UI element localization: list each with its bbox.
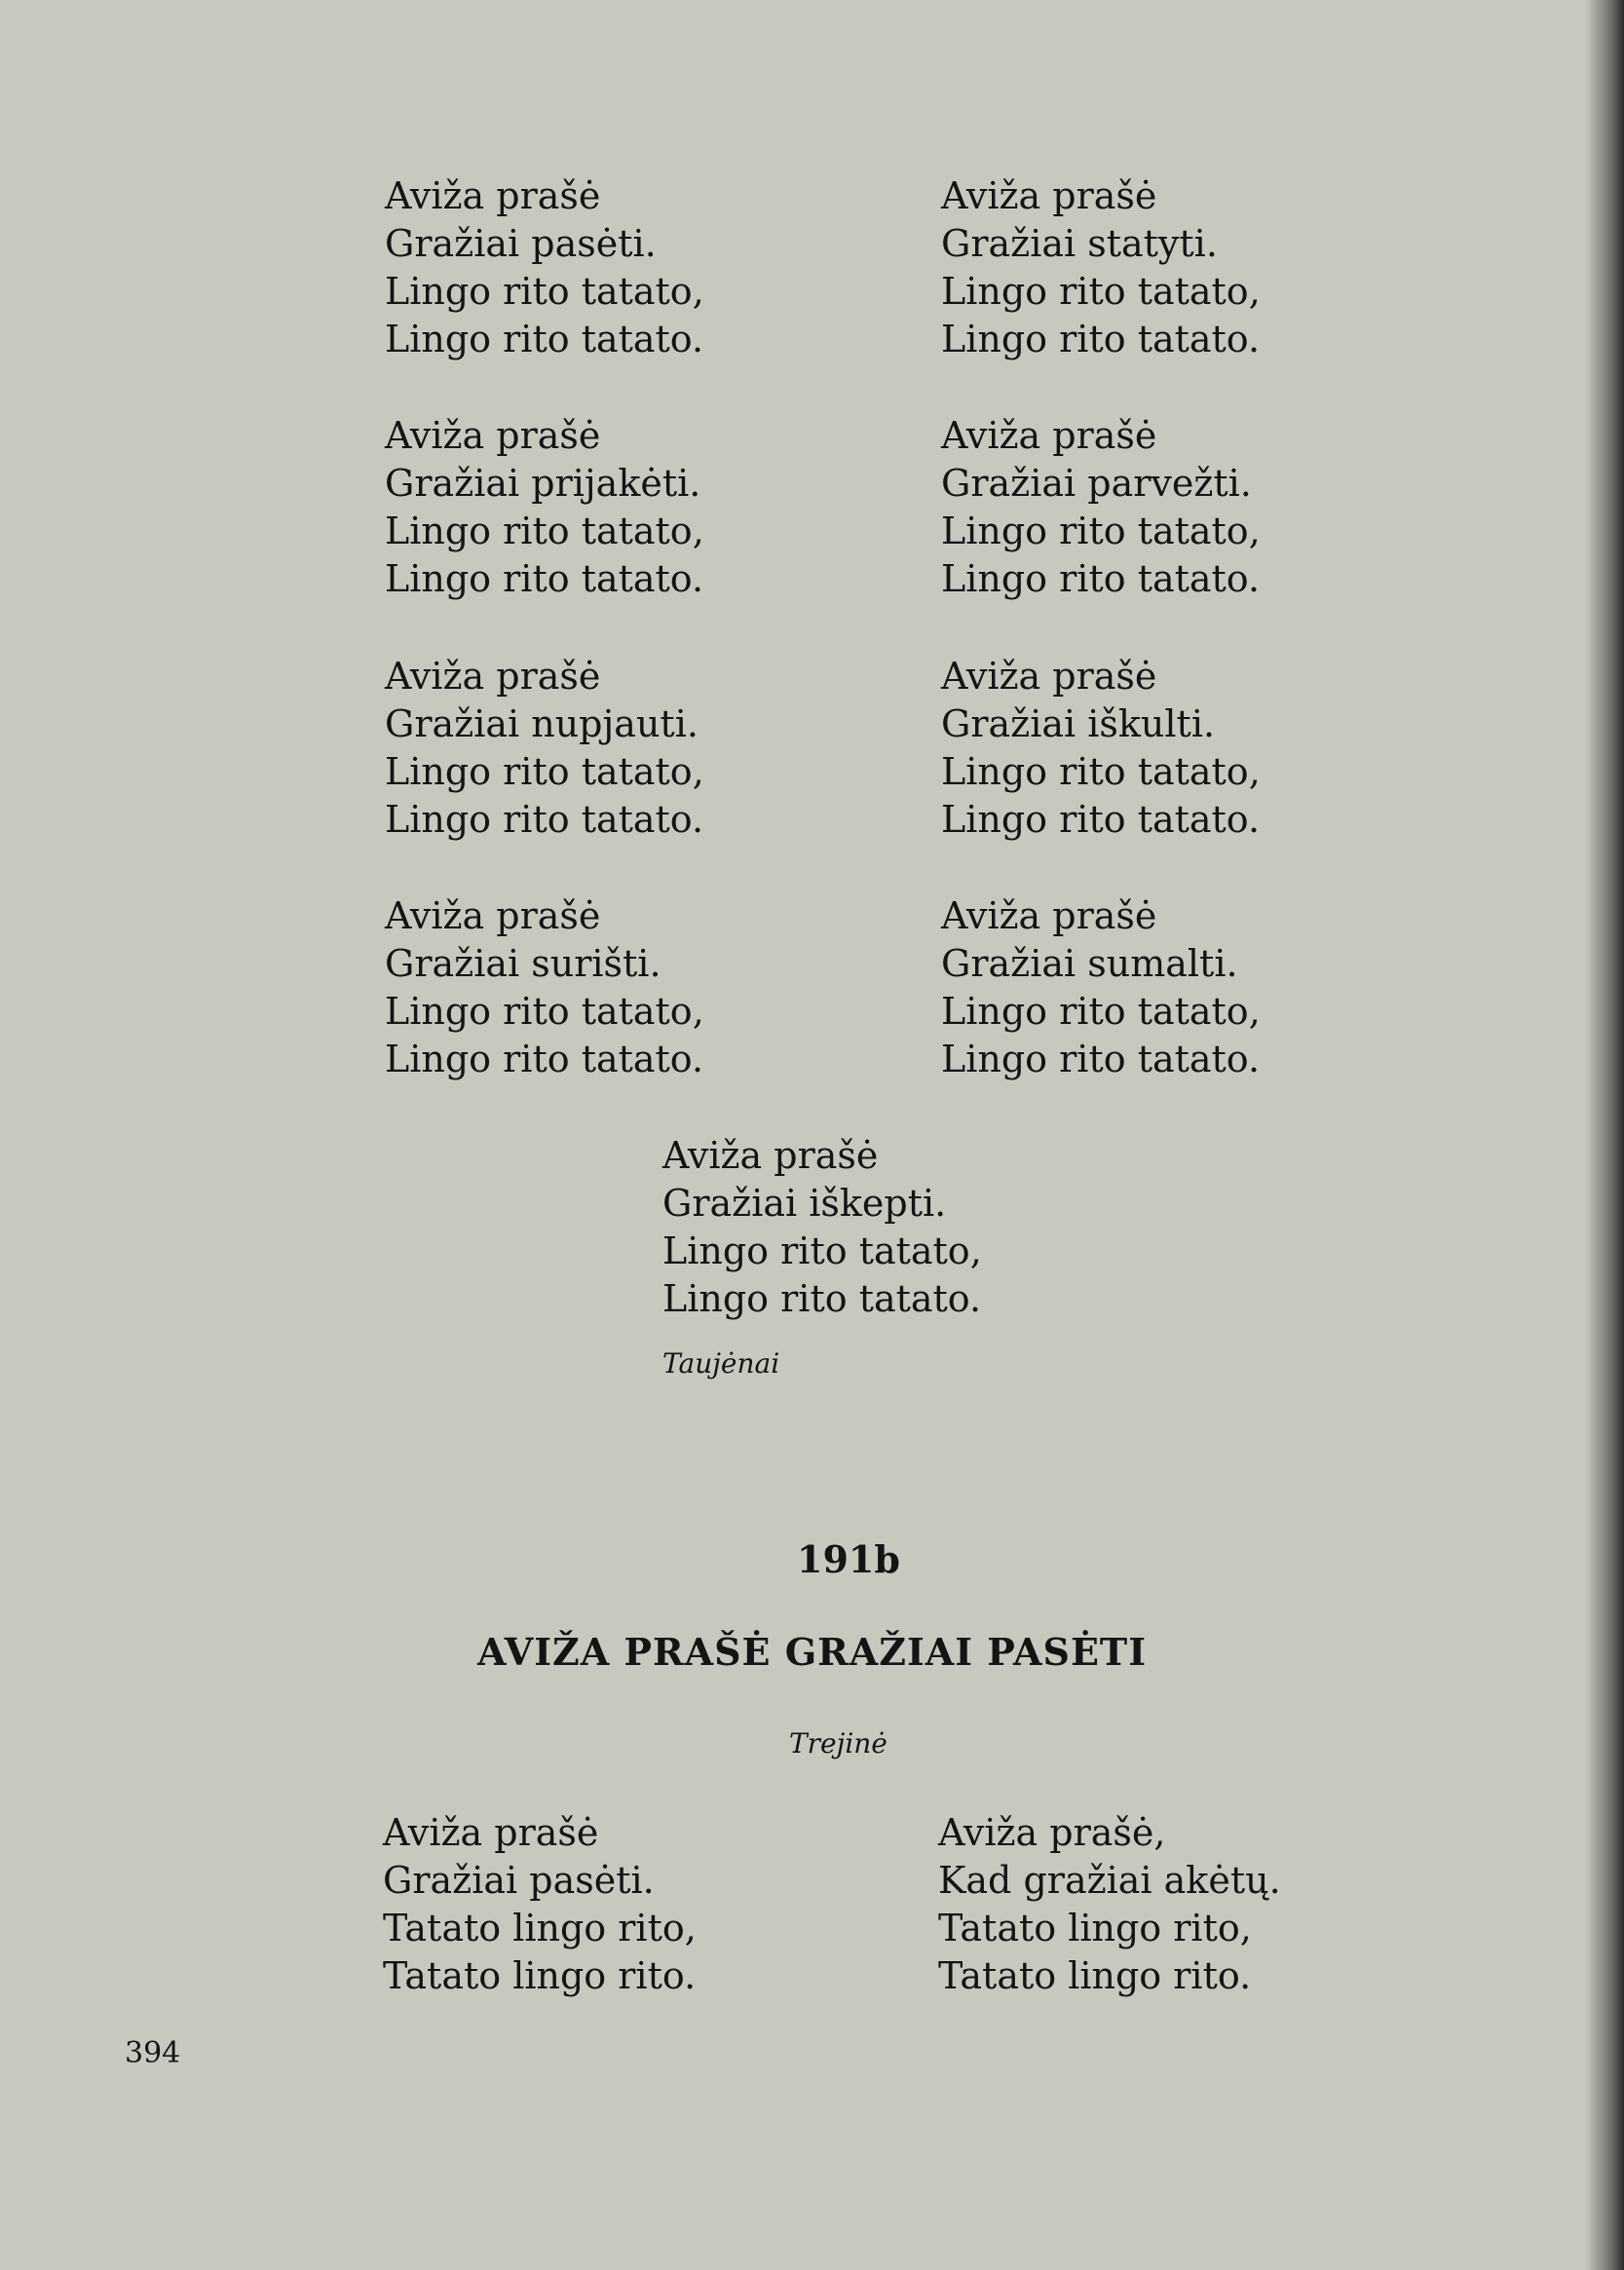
- lyric-line: Lingo rito tatato.: [385, 318, 704, 360]
- lyric-line: Kad gražiai akėtų.: [938, 1859, 1281, 1902]
- lyric-line: Aviža prašė: [385, 174, 601, 217]
- lyric-line: Gražiai surišti.: [385, 942, 661, 985]
- lyric-line: Aviža prašė: [385, 894, 601, 937]
- stanza-6: [941, 653, 1261, 844]
- lyric-line: Aviža prašė: [941, 174, 1157, 217]
- lyric-line: Lingo rito tatato,: [385, 750, 704, 793]
- lyric-line: Tatato lingo rito.: [383, 1954, 697, 1997]
- lyric-line: Lingo rito tatato,: [662, 1230, 982, 1272]
- lyric-line: Lingo rito tatato,: [941, 270, 1261, 313]
- lyric-line: Aviža prašė,: [938, 1811, 1166, 1854]
- page-edge-shadow: [1585, 0, 1624, 2270]
- lyric-line: Aviža prašė: [662, 1134, 879, 1177]
- lyric-line: Tatato lingo rito,: [383, 1907, 697, 1949]
- lyric-line: Aviža prašė: [385, 414, 601, 457]
- stanza-191b-2: [938, 1809, 1281, 2000]
- stanza-1: [385, 172, 704, 363]
- lyric-line: Gražiai prijakėti.: [385, 462, 701, 505]
- lyric-line: Lingo rito tatato.: [941, 318, 1261, 360]
- lyric-line: Gražiai iškulti.: [941, 702, 1216, 745]
- lyric-line: Aviža prašė: [941, 655, 1157, 698]
- lyric-line: Lingo rito tatato,: [385, 270, 704, 313]
- stanza-2: [941, 172, 1261, 363]
- lyric-line: Aviža prašė: [941, 414, 1157, 457]
- lyric-line: Gražiai sumalti.: [941, 942, 1238, 985]
- lyric-line: Lingo rito tatato,: [941, 510, 1261, 552]
- lyric-line: Gražiai statyti.: [941, 222, 1218, 265]
- stanza-5: [385, 653, 704, 844]
- stanza-191b-1: [383, 1809, 697, 2000]
- stanza-4: [941, 412, 1261, 603]
- stanza-3: [385, 412, 704, 603]
- lyric-line: Gražiai nupjauti.: [385, 702, 699, 745]
- lyric-line: Gražiai iškepti.: [662, 1182, 947, 1225]
- lyric-line: Lingo rito tatato.: [941, 1038, 1261, 1080]
- lyric-line: Lingo rito tatato.: [385, 1038, 704, 1080]
- lyric-line: Lingo rito tatato.: [662, 1277, 982, 1320]
- lyric-line: Aviža prašė: [383, 1811, 599, 1854]
- lyric-line: Aviža prašė: [941, 894, 1157, 937]
- lyric-line: Lingo rito tatato,: [385, 990, 704, 1033]
- page-number: 394: [125, 2036, 181, 2070]
- lyric-line: Aviža prašė: [385, 655, 601, 698]
- lyric-line: Lingo rito tatato.: [941, 798, 1261, 841]
- lyric-line: Lingo rito tatato.: [385, 798, 704, 841]
- stanza-9: [662, 1132, 982, 1323]
- place-attribution: Taujėnai: [662, 1347, 780, 1380]
- song-title: AVIŽA PRAŠĖ GRAŽIAI PASĖTI: [477, 1630, 1147, 1674]
- lyric-line: Lingo rito tatato,: [385, 510, 704, 552]
- lyric-line: Lingo rito tatato.: [385, 557, 704, 600]
- song-number: 191b: [797, 1537, 900, 1581]
- lyric-line: Lingo rito tatato,: [941, 990, 1261, 1033]
- lyric-line: Lingo rito tatato,: [941, 750, 1261, 793]
- stanza-7: [385, 892, 704, 1083]
- lyric-line: Lingo rito tatato.: [941, 557, 1261, 600]
- lyric-line: Tatato lingo rito,: [938, 1907, 1252, 1949]
- stanza-8: [941, 892, 1261, 1083]
- lyric-line: Gražiai parvežti.: [941, 462, 1252, 505]
- song-type: Trejinė: [789, 1727, 888, 1759]
- lyric-line: Gražiai pasėti.: [385, 222, 657, 265]
- lyric-line: Tatato lingo rito.: [938, 1954, 1252, 1997]
- lyric-line: Gražiai pasėti.: [383, 1859, 655, 1902]
